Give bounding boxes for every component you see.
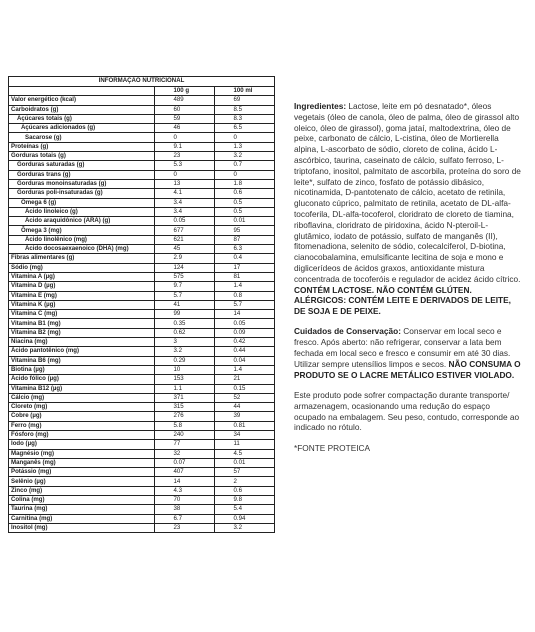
nutrient-name: Açúcares adicionados (g)	[9, 124, 155, 133]
value-per-100ml: 1.8	[215, 179, 275, 188]
table-row	[9, 505, 275, 514]
value-per-100ml: 21	[215, 375, 275, 384]
table-row	[9, 496, 275, 505]
value-per-100g: 0.35	[155, 319, 215, 328]
nutrient-name: Ferro (mg)	[9, 421, 155, 430]
nutrient-name: Açúcares totais (g)	[9, 114, 155, 123]
value-per-100ml: 9.8	[215, 496, 275, 505]
table-row	[9, 440, 275, 449]
table-row	[9, 421, 275, 430]
nutrient-name: Taurina (mg)	[9, 505, 155, 514]
table-row	[9, 486, 275, 495]
value-per-100g: 1.1	[155, 384, 215, 393]
table-row	[9, 338, 275, 347]
table-row	[9, 430, 275, 439]
nutrient-name: Cloreto (mg)	[9, 403, 155, 412]
table-row	[9, 477, 275, 486]
value-per-100g: 407	[155, 468, 215, 477]
nutrient-name: Ômega 3 (mg)	[9, 226, 155, 235]
nutrient-name: Biotina (µg)	[9, 365, 155, 374]
value-per-100ml: 69	[215, 96, 275, 105]
value-per-100ml: 0.6	[215, 486, 275, 495]
value-per-100ml: 52	[215, 393, 275, 402]
value-per-100g: 9.7	[155, 282, 215, 291]
value-per-100ml: 0.81	[215, 421, 275, 430]
value-per-100ml: 4.5	[215, 449, 275, 458]
nutrient-name: Colina (mg)	[9, 496, 155, 505]
label-info-panel	[294, 101, 522, 453]
table-row	[9, 375, 275, 384]
table-row	[9, 365, 275, 374]
table-row	[9, 254, 275, 263]
ingredients-label: Ingredientes:	[294, 101, 347, 111]
nutrient-name: Fósforo (mg)	[9, 430, 155, 439]
value-per-100g: 124	[155, 263, 215, 272]
table-row	[9, 403, 275, 412]
nutrient-name: Cobre (µg)	[9, 412, 155, 421]
value-per-100g: 0.05	[155, 217, 215, 226]
table-row	[9, 393, 275, 402]
header-per-100ml: 100 ml	[215, 87, 275, 96]
table-row	[9, 114, 275, 123]
value-per-100g: 60	[155, 105, 215, 114]
table-row	[9, 152, 275, 161]
table-row	[9, 523, 275, 532]
protein-source-footnote: *FONTE PROTEICA	[294, 442, 371, 453]
value-per-100g: 0.07	[155, 458, 215, 467]
nutrient-name: Vitamina K (µg)	[9, 300, 155, 309]
table-row	[9, 133, 275, 142]
value-per-100g: 59	[155, 114, 215, 123]
value-per-100ml: 95	[215, 226, 275, 235]
value-per-100g: 46	[155, 124, 215, 133]
nutrient-name: Vitamina B6 (mg)	[9, 356, 155, 365]
value-per-100ml: 6.3	[215, 245, 275, 254]
value-per-100g: 0	[155, 133, 215, 142]
nutrient-name: Ácido linoleico (g)	[9, 207, 155, 216]
nutrient-name: Vitamina D (µg)	[9, 282, 155, 291]
value-per-100ml: 6.5	[215, 124, 275, 133]
value-per-100g: 13	[155, 179, 215, 188]
nutrient-name: Vitamina A (µg)	[9, 272, 155, 281]
table-row	[9, 189, 275, 198]
table-row	[9, 412, 275, 421]
table-row	[9, 170, 275, 179]
table-row	[9, 198, 275, 207]
value-per-100g: 99	[155, 310, 215, 319]
value-per-100g: 153	[155, 375, 215, 384]
value-per-100ml: 0.42	[215, 338, 275, 347]
nutrient-name: Cálcio (mg)	[9, 393, 155, 402]
nutrient-name: Vitamina E (mg)	[9, 291, 155, 300]
table-row	[9, 514, 275, 523]
value-per-100g: 3.4	[155, 207, 215, 216]
value-per-100g: 4.3	[155, 486, 215, 495]
value-per-100g: 38	[155, 505, 215, 514]
storage-text: Conservar em local seco e fresco. Após aberto: não refrigerar, conservar a lata bem fechada em local seco e fresco e consumir em até 30 dias. Utilizar sempre utensílios limpos e secos.	[294, 326, 511, 369]
table-header-row	[9, 87, 275, 96]
value-per-100ml: 0.7	[215, 161, 275, 170]
value-per-100ml: 5.4	[215, 505, 275, 514]
nutrient-name: Carboidratos (g)	[9, 105, 155, 114]
nutrient-name: Niacina (mg)	[9, 338, 155, 347]
value-per-100ml: 17	[215, 263, 275, 272]
table-row	[9, 217, 275, 226]
value-per-100g: 575	[155, 272, 215, 281]
value-per-100g: 3	[155, 338, 215, 347]
table-row	[9, 124, 275, 133]
value-per-100g: 14	[155, 477, 215, 486]
value-per-100g: 0.29	[155, 356, 215, 365]
value-per-100g: 489	[155, 96, 215, 105]
nutrient-name: Gorduras saturadas (g)	[9, 161, 155, 170]
nutrient-name: Vitamina C (mg)	[9, 310, 155, 319]
value-per-100ml: 11	[215, 440, 275, 449]
nutrient-name: Zinco (mg)	[9, 486, 155, 495]
table-row	[9, 310, 275, 319]
value-per-100ml: 0	[215, 170, 275, 179]
table-row	[9, 458, 275, 467]
table-row	[9, 319, 275, 328]
value-per-100g: 315	[155, 403, 215, 412]
value-per-100g: 32	[155, 449, 215, 458]
value-per-100g: 371	[155, 393, 215, 402]
value-per-100ml: 34	[215, 430, 275, 439]
value-per-100g: 10	[155, 365, 215, 374]
nutrient-name: Selênio (µg)	[9, 477, 155, 486]
value-per-100ml: 0.8	[215, 291, 275, 300]
header-nutrient	[9, 87, 155, 96]
value-per-100g: 3.4	[155, 198, 215, 207]
nutrient-name: Magnésio (mg)	[9, 449, 155, 458]
table-title-row	[9, 77, 275, 87]
value-per-100ml: 0.04	[215, 356, 275, 365]
value-per-100g: 3.2	[155, 347, 215, 356]
nutrient-name: Gorduras monoinsaturadas (g)	[9, 179, 155, 188]
value-per-100g: 4.1	[155, 189, 215, 198]
table-row	[9, 263, 275, 272]
storage-paragraph	[294, 326, 522, 380]
nutrient-name: Inositol (mg)	[9, 523, 155, 532]
nutrient-name: Vitamina B12 (µg)	[9, 384, 155, 393]
table-row	[9, 105, 275, 114]
value-per-100g: 23	[155, 523, 215, 532]
nutrient-name: Ácido fólico (µg)	[9, 375, 155, 384]
table-row	[9, 272, 275, 281]
value-per-100ml: 0	[215, 133, 275, 142]
nutrient-name: Fibras alimentares (g)	[9, 254, 155, 263]
table-row	[9, 328, 275, 337]
value-per-100ml: 0.5	[215, 198, 275, 207]
nutrient-name: Gorduras trans (g)	[9, 170, 155, 179]
value-per-100g: 0	[155, 170, 215, 179]
table-row	[9, 300, 275, 309]
value-per-100ml: 0.09	[215, 328, 275, 337]
nutrient-name: Iodo (µg)	[9, 440, 155, 449]
table-row	[9, 179, 275, 188]
nutrition-facts-table	[8, 76, 275, 533]
nutrient-name: Ácido linolênico (mg)	[9, 235, 155, 244]
nutrient-name: Sacarose (g)	[9, 133, 155, 142]
table-row	[9, 347, 275, 356]
table-row	[9, 282, 275, 291]
value-per-100ml: 14	[215, 310, 275, 319]
value-per-100ml: 0.44	[215, 347, 275, 356]
value-per-100ml: 0.01	[215, 217, 275, 226]
value-per-100ml: 0.15	[215, 384, 275, 393]
value-per-100g: 77	[155, 440, 215, 449]
allergen-warning: CONTÉM LACTOSE. NÃO CONTÉM GLÚTEN. ALÉRGICOS: CONTÉM LEITE E DERIVADOS DE LEITE, DE SOJA E DE PEIXE.	[294, 284, 511, 317]
table-row	[9, 291, 275, 300]
value-per-100ml: 0.5	[215, 207, 275, 216]
value-per-100g: 5.8	[155, 421, 215, 430]
nutrient-name: Vitamina B1 (mg)	[9, 319, 155, 328]
value-per-100ml: 5.7	[215, 300, 275, 309]
nutrient-name: Carnitina (mg)	[9, 514, 155, 523]
nutrient-name: Potássio (mg)	[9, 468, 155, 477]
value-per-100ml: 1.4	[215, 282, 275, 291]
nutrient-name: Ômega 6 (g)	[9, 198, 155, 207]
value-per-100g: 2.9	[155, 254, 215, 263]
value-per-100g: 5.3	[155, 161, 215, 170]
value-per-100g: 9.1	[155, 142, 215, 151]
nutrient-name: Ácido pantotênico (mg)	[9, 347, 155, 356]
value-per-100ml: 0.05	[215, 319, 275, 328]
value-per-100ml: 81	[215, 272, 275, 281]
value-per-100ml: 44	[215, 403, 275, 412]
table-row	[9, 468, 275, 477]
value-per-100g: 276	[155, 412, 215, 421]
value-per-100ml: 1.3	[215, 142, 275, 151]
value-per-100g: 240	[155, 430, 215, 439]
value-per-100ml: 3.2	[215, 523, 275, 532]
table-title: INFORMAÇÃO NUTRICIONAL	[9, 77, 275, 87]
value-per-100ml: 0.94	[215, 514, 275, 523]
nutrient-name: Gorduras totais (g)	[9, 152, 155, 161]
value-per-100g: 677	[155, 226, 215, 235]
table-row	[9, 226, 275, 235]
value-per-100g: 0.62	[155, 328, 215, 337]
value-per-100ml: 8.3	[215, 114, 275, 123]
value-per-100g: 6.7	[155, 514, 215, 523]
table-row	[9, 161, 275, 170]
value-per-100g: 5.7	[155, 291, 215, 300]
value-per-100g: 41	[155, 300, 215, 309]
nutrient-name: Ácido docosaexaenoico (DHA) (mg)	[9, 245, 155, 254]
ingredients-paragraph	[294, 101, 522, 317]
value-per-100ml: 39	[215, 412, 275, 421]
value-per-100g: 45	[155, 245, 215, 254]
value-per-100g: 621	[155, 235, 215, 244]
value-per-100g: 23	[155, 152, 215, 161]
nutrient-name: Proteínas (g)	[9, 142, 155, 151]
value-per-100ml: 0.01	[215, 458, 275, 467]
nutrient-name: Vitamina B2 (mg)	[9, 328, 155, 337]
table-row	[9, 384, 275, 393]
value-per-100ml: 0.4	[215, 254, 275, 263]
nutrient-name: Ácido araquidônico (ARA) (g)	[9, 217, 155, 226]
table-row	[9, 142, 275, 151]
table-row	[9, 449, 275, 458]
value-per-100g: 70	[155, 496, 215, 505]
nutrient-name: Valor energético (kcal)	[9, 96, 155, 105]
storage-label: Cuidados de Conservação:	[294, 326, 401, 337]
value-per-100ml: 0.6	[215, 189, 275, 198]
seal-warning: NÃO CONSUMA O PRODUTO SE O LACRE METÁLICO ESTIVER VIOLADO.	[294, 358, 521, 380]
table-row	[9, 207, 275, 216]
value-per-100ml: 57	[215, 468, 275, 477]
value-per-100ml: 2	[215, 477, 275, 486]
value-per-100ml: 8.5	[215, 105, 275, 114]
table-row	[9, 96, 275, 105]
nutrient-name: Gorduras poli-insaturadas (g)	[9, 189, 155, 198]
table-row	[9, 245, 275, 254]
value-per-100ml: 1.4	[215, 365, 275, 374]
nutrient-name: Manganês (mg)	[9, 458, 155, 467]
value-per-100ml: 87	[215, 235, 275, 244]
ingredients-text: Lactose, leite em pó desnatado*, óleos vegetais (óleo de canola, óleo de palma, óleo de girassol alto oleico, óleo de girassol), goma jataí, maltodextrina, óleo de peixe, carbonato de cálcio, L-cistina, óleo de Mortierella alpina, L-ascorbato de sódio, cloreto de colina, ácido L-ascórbico, taurina, caseinato de cálcio, sulfato ferroso, L-triptofano, inositol, palmitato de ascorbila, proteína do soro de leite*, sulfato de zinco, fosfato de potássio dibásico, nicotinamida, D-pantotenato de cálcio, acetato de retinila, gluconato cúprico, palmitato de retinila, acetato de DL-alfa-tocoferila, DL-alfa-tocoferol, cloridrato de cloreto de tiamina, riboflavina, cloridrato de piridoxina, ácido N-pteroil-L-glutâmico, iodato de potássio, sulfato de manganês (II), fitomenadiona, selenito de sódio, colecalciferol, D-biotina, cianocobalamina, emulsificante lecitina de soja e mono e diglicerídeos de ácidos graxos, antioxidante mistura concentrada de tocoferóis e regulador de acidez ácido cítrico.	[294, 101, 521, 284]
value-per-100ml: 3.2	[215, 152, 275, 161]
table-row	[9, 235, 275, 244]
table-row	[9, 356, 275, 365]
header-per-100g: 100 g	[155, 87, 215, 96]
compaction-note: Este produto pode sofrer compactação durante transporte/ armazenagem, ocasionando uma redução do espaço ocupado na embalagem. Seu peso, contudo, corresponde ao indicado no rótulo.	[294, 389, 520, 433]
nutrient-name: Sódio (mg)	[9, 263, 155, 272]
